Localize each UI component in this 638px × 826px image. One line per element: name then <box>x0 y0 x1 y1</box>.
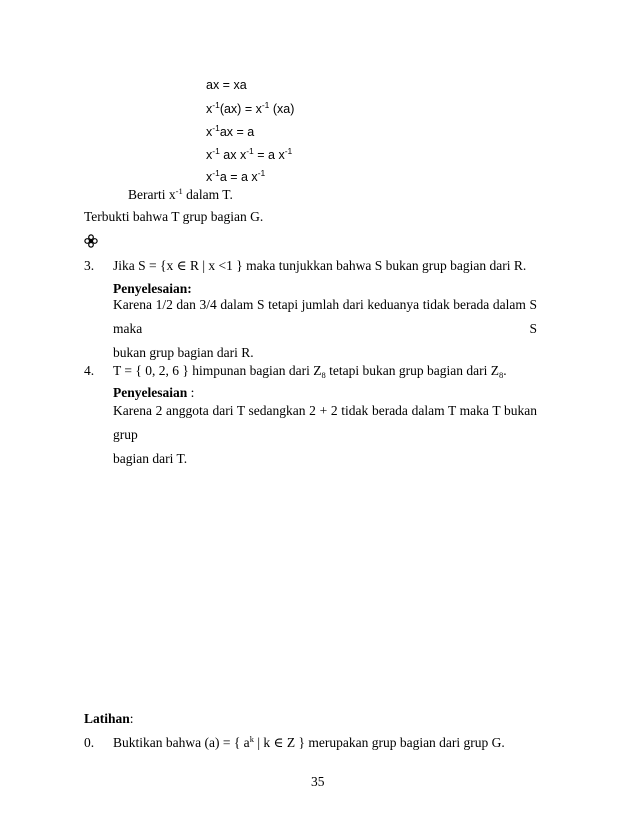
latihan-statement: Buktikan bahwa (a) = { $a^k$ | k ∈ Z } merupakan grup bagian dari grup G. <box>113 734 505 750</box>
berarti-line: Berarti $x^{-1}$ dalam T. <box>128 186 233 202</box>
proof-step-5: $x^{-1}a = a$ $x^{-1}$ <box>206 168 266 184</box>
problem-3-number: 3. <box>84 258 95 273</box>
proof-step-4: $x^{-1}$ ax $x^{-1} = a$ $x^{-1}$ <box>206 146 293 162</box>
page-number: 35 <box>311 774 325 789</box>
proof-step-1: ax = xa <box>206 78 247 92</box>
problem-3-heading: Penyelesaian: <box>113 281 192 296</box>
problem-4-number: 4. <box>84 363 95 378</box>
problem-3-statement: Jika S = {x ∈ R | x <1 } maka tunjukkan bahwa S bukan grup bagian dari R. <box>113 258 527 273</box>
problem-4-solution <box>113 399 537 471</box>
problem-4-solution-line-2: bagian dari T. <box>113 451 188 466</box>
flower-end-icon <box>84 234 98 248</box>
problem-3-solution-line-2: bukan grup bagian dari R. <box>113 345 254 360</box>
latihan-heading: Latihan: <box>84 711 134 726</box>
problem-4-heading: Penyelesaian : <box>113 385 195 400</box>
latihan-number: 0. <box>84 735 95 750</box>
problem-4-statement: T = { 0, 2, 6 } himpunan bagian dari $Z_8$ tetapi bukan grup bagian dari $Z_8$. <box>113 363 507 380</box>
proof-step-2: $x^{-1}(ax) = x^{-1}$ (xa) <box>206 100 295 116</box>
proof-step-3: $x^{-1}ax = a$ <box>206 123 255 139</box>
problem-4-solution-line-1: Karena 2 anggota dari T sedangkan 2 + 2 tidak berada dalam T maka T bukan grup <box>113 403 537 442</box>
terbukti-line: Terbukti bahwa T grup bagian G. <box>84 209 264 224</box>
problem-3-solution <box>113 293 537 365</box>
problem-3-solution-line-1: Karena 1/2 dan 3/4 dalam S tetapi jumlah dari keduanya tidak berada dalam S maka S <box>113 297 537 336</box>
